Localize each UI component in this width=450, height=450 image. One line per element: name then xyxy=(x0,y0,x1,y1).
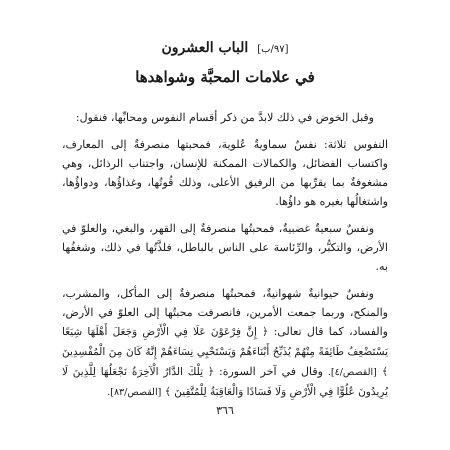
paragraph-intro: وقبل الخوض في ذلك لابدَّ من ذكر أقسام النفوس ومحابِّها، فنقول: xyxy=(75,111,374,124)
paragraph-animal-soul-middle: وقال في آخر السورة: xyxy=(219,365,323,378)
page-header xyxy=(62,38,388,88)
paragraph-animal-soul-text: ونفسٌ حيوانيةٌ شهوانيةٌ، فمحبتُها منصرفةٌ إلى المأكل، والمشرب، والمنكح، وربما جمعت الأمرين، فانصرفت محبتُها إلى العلوّ في الأرض، والفساد، كما قال تعالى: xyxy=(62,287,388,338)
quran-verse-1: ﴿ إِنَّ فِرْعَوْنَ عَلَا فِي الْأَرْضِ وَجَعَلَ أَهْلَهَا شِيَعًا يَسْتَضْعِفُ طَائِفَةً مِنْهُمْ يُذَبِّحُ أَبْنَاءَهُمْ وَيَسْتَحْيِي نِسَاءَهُمْ إِنَّهُ كَانَ مِنَ الْمُفْسِدِينَ ﴾ xyxy=(62,326,388,378)
quran-reference-1: [القصص/٤]. xyxy=(327,367,377,378)
body-text xyxy=(62,108,388,402)
chapter-heading xyxy=(62,38,388,60)
paragraph-beastly-soul: ونفسٌ سبعيةٌ غضبيةٌ، فمحبتُها منصرفةٌ إلى القهر، والبغي، والعلوّ في الأرض، والتكبُّر، والرِّئاسة على الناس بالباطل، فلذَّتُها في ذلك، وشغفُها به. xyxy=(62,222,388,273)
section-title: في علامات المحبَّة وشواهدها xyxy=(135,68,315,86)
quran-reference-2: [القصص/٨٣]. xyxy=(107,387,162,398)
page-number: ٣٦٦ xyxy=(216,404,234,417)
chapter-title: الباب العشرون xyxy=(161,40,249,56)
paragraph-three-souls: النفوس ثلاثة: نفسٌ سماويةٌ عُلوية، فمحبتها منصرفةٌ إلى المعارف، واكتساب الفضائل، والكمالات الممكنة للإنسان، واجتناب الرذائل، وهي مشغوفةٌ بما يقرِّبها من الرفيق الأعلى، وذلك قُوتُها، وغذاؤُها، ودواؤُها، واشتغالُها بغيره هو داؤُها. xyxy=(62,138,388,208)
manuscript-reference: [٩٧/ب] xyxy=(257,44,289,55)
paragraph-animal-soul xyxy=(62,284,388,402)
quran-verse-2: ﴿ تِلْكَ الدَّارُ الْآخِرَةُ نَجْعَلُهَا لِلَّذِينَ لَا يُرِيدُونَ عُلُوًّا فِي الْأَرْضِ وَلَا فَسَادًا وَالْعَاقِبَةُ لِلْمُتَّقِينَ ﴾ xyxy=(62,366,388,398)
